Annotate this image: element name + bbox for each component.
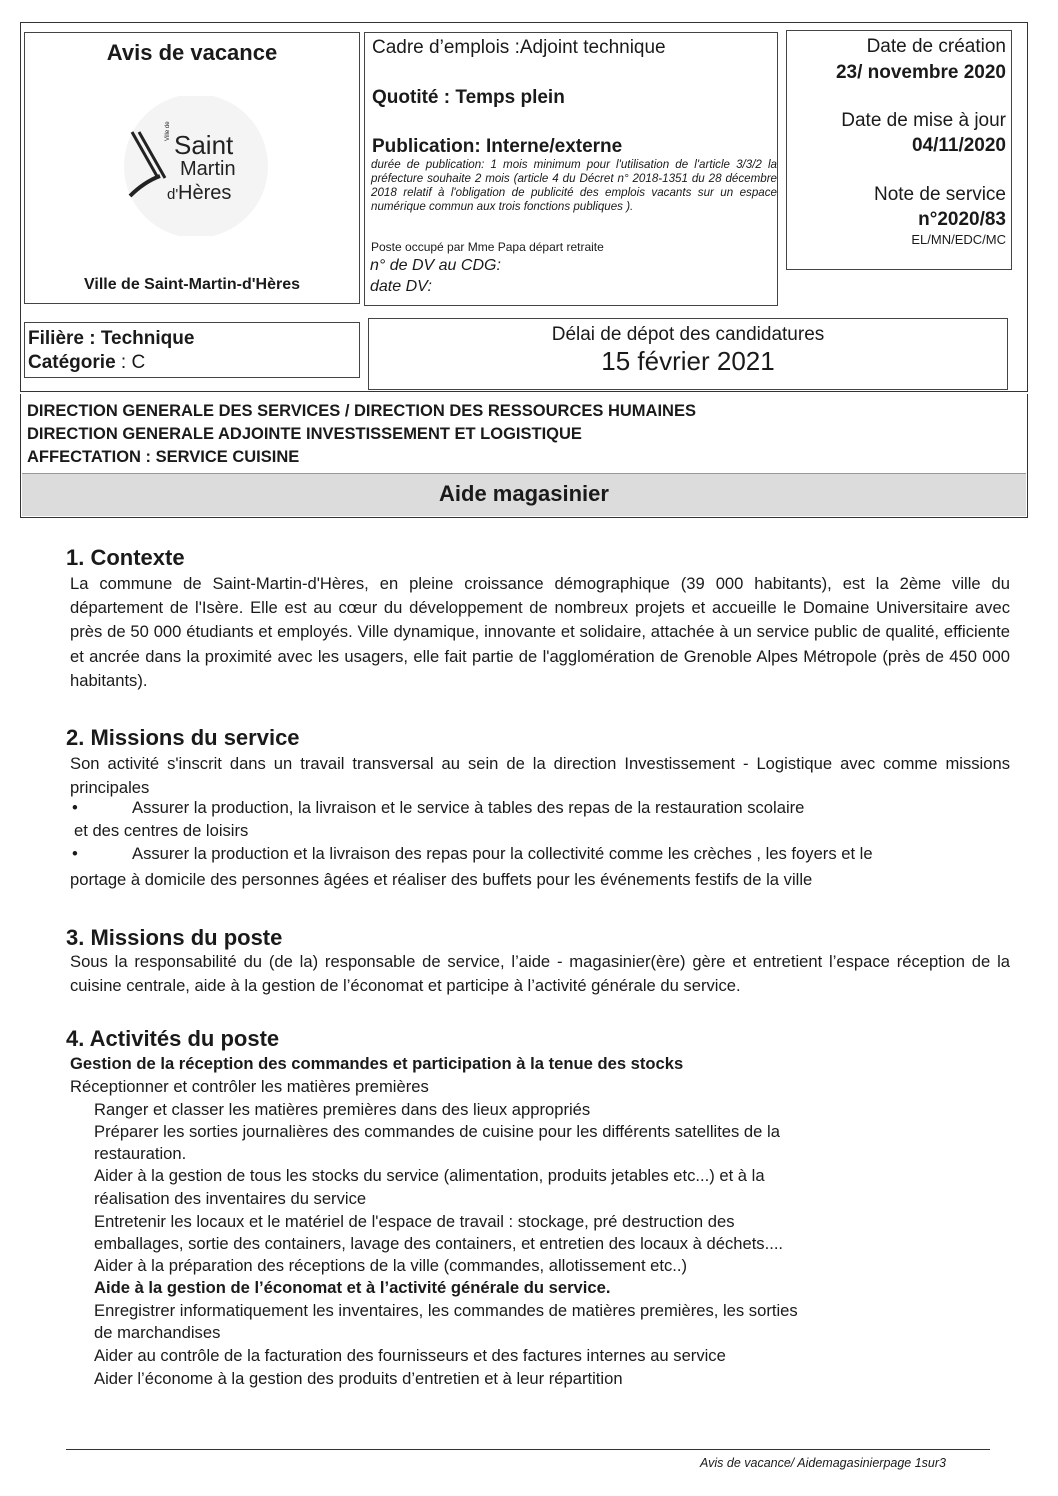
activite-item: Aider au contrôle de la facturation des fournisseurs et des factures internes au service [94, 1346, 726, 1365]
city-logo [86, 96, 306, 236]
activite-item: Ranger et classer les matières premières dans des lieux appropriés [94, 1100, 591, 1119]
section-missions-service-heading: 2. Missions du service [66, 725, 300, 750]
footer-divider [66, 1449, 990, 1450]
activite-item-cont: réalisation des inventaires du service [94, 1189, 367, 1208]
note-service-ref: EL/MN/EDC/MC [911, 232, 1006, 247]
section-missions-service-intro: Son activité s'inscrit dans un travail transversal au sein de la direction Investissement - Logistique avec comme missions principales [70, 754, 1010, 798]
bullet-1-mark: • [72, 798, 78, 817]
poste-occupe: Poste occupé par Mme Papa départ retraite [371, 240, 604, 254]
activite-item: Aider à la gestion de tous les stocks du service (alimentation, produits jetables etc...) et à la [94, 1166, 765, 1185]
categorie [28, 352, 145, 374]
activites-subheading-1: Gestion de la réception des commandes et participation à la tenue des stocks [70, 1054, 684, 1073]
activite-item-cont: emballages, sortie des containers, lavage des containers, et entretien des locaux à déchets.... [94, 1234, 784, 1253]
logo-ville-de: Ville de [165, 121, 171, 141]
bullet-2-line-b: portage à domicile des personnes âgées et réaliser des buffets pour les événements festifs de la ville [70, 870, 813, 889]
section-missions-poste-text: Sous la responsabilité du (de la) responsable de service, l’aide - magasinier(ère) gère et entretient l’espace réception de la cuisine centrale, aide à la gestion de l’économat et participe à l’activité générale du service. [70, 952, 1010, 996]
activite-item: Réceptionner et contrôler les matières premières [70, 1077, 429, 1096]
avis-title: Avis de vacance [106, 40, 278, 65]
logo-martin: Martin [180, 158, 236, 180]
quotite: Quotité : Temps plein [372, 87, 565, 108]
cadre-emplois: Cadre d’emplois :Adjoint technique [372, 37, 666, 58]
activite-item-cont: restauration. [94, 1144, 187, 1163]
logo-d: d' [167, 186, 179, 203]
categorie-value: : C [115, 352, 146, 373]
footer-text: Avis de vacance/ Aidemagasinierpage 1sur3 [700, 1456, 946, 1470]
section-activites-heading: 4. Activités du poste [66, 1026, 280, 1051]
date-maj: 04/11/2020 [911, 135, 1006, 156]
logo-saint: Saint [174, 130, 234, 160]
note-service-label: Note de service [873, 184, 1006, 205]
date-maj-label: Date de mise à jour [841, 110, 1006, 131]
activite-item: Préparer les sorties journalières des commandes de cuisine pour les différents satellites de la [94, 1122, 780, 1141]
bullet-2-mark: • [72, 844, 78, 863]
dv-cdg: n° de DV au CDG: [370, 257, 501, 274]
logo-heres: Hères [178, 182, 232, 204]
activite-item: Enregistrer informatiquement les inventaires, les commandes de matières premières, les sorties [94, 1301, 798, 1320]
publication: Publication: Interne/externe [372, 136, 623, 157]
direction-line-1: DIRECTION GENERALE DES SERVICES / DIRECTION DES RESSOURCES HUMAINES [27, 402, 696, 420]
direction-line-2: DIRECTION GENERALE ADJOINTE INVESTISSEMENT ET LOGISTIQUE [27, 425, 582, 443]
activites-subheading-2: Aide à la gestion de l’économat et à l’activité générale du service. [94, 1278, 611, 1297]
date-creation-label: Date de création [866, 36, 1006, 57]
activite-item-cont: de marchandises [94, 1323, 221, 1342]
activite-item: Entretenir les locaux et le matériel de l'espace de travail : stockage, pré destruction des [94, 1212, 735, 1231]
bullet-1-line-a: Assurer la production, la livraison et le service à tables des repas de la restauration scolaire [132, 798, 805, 817]
direction-line-3: AFFECTATION : SERVICE CUISINE [27, 448, 300, 466]
categorie-label: Catégorie [28, 352, 116, 373]
activite-item: Aider l’économe à la gestion des produits d’entretien et à leur répartition [94, 1369, 623, 1388]
section-contexte-text: La commune de Saint-Martin-d'Hères, en pleine croissance démographique (39 000 habitants), est la 2ème ville du département de l'Isère. Elle est au cœur du développement de nombreux projets et accueille le Domaine Universitaire avec près de 50 000 étudiants et employés. Ville dynamique, innovante et solidaire, attachée à un service public de qualité, efficiente et ancrée dans la proximité avec les usagers, elle fait partie de l'agglomération de Grenoble Alpes Métropole (près de 450 000 habitants). [70, 574, 1010, 690]
section-contexte-heading: 1. Contexte [66, 545, 185, 570]
delai-label: Délai de dépot des candidatures [551, 324, 825, 345]
bullet-1-line-b: et des centres de loisirs [74, 821, 249, 840]
publication-note: durée de publication: 1 mois minimum pour l'utilisation de l'article 3/3/2 la préfecture souhaite 2 mois (article 4 du Décret n° 2018-1351 du 28 décembre 2018 relatif à l'obligation de publicité des emplois vacants sur un espace numérique commun aux trois fonctions publiques ). [371, 158, 777, 213]
activite-item: Aider à la préparation des réceptions de la ville (commandes, allotissement etc..) [94, 1256, 688, 1275]
delai-date: 15 février 2021 [601, 346, 775, 376]
ville-label: Ville de Saint-Martin-d'Hères [83, 276, 300, 293]
note-service-number: n°2020/83 [918, 209, 1006, 230]
bullet-2-line-a: Assurer la production et la livraison des repas pour la collectivité comme les crèches , les foyers et le [132, 844, 873, 863]
filiere: Filière : Technique [28, 328, 195, 349]
section-missions-poste-heading: 3. Missions du poste [66, 925, 283, 950]
date-dv: date DV: [370, 278, 432, 295]
date-creation: 23/ novembre 2020 [835, 62, 1006, 83]
job-title: Aide magasinier [439, 481, 609, 506]
